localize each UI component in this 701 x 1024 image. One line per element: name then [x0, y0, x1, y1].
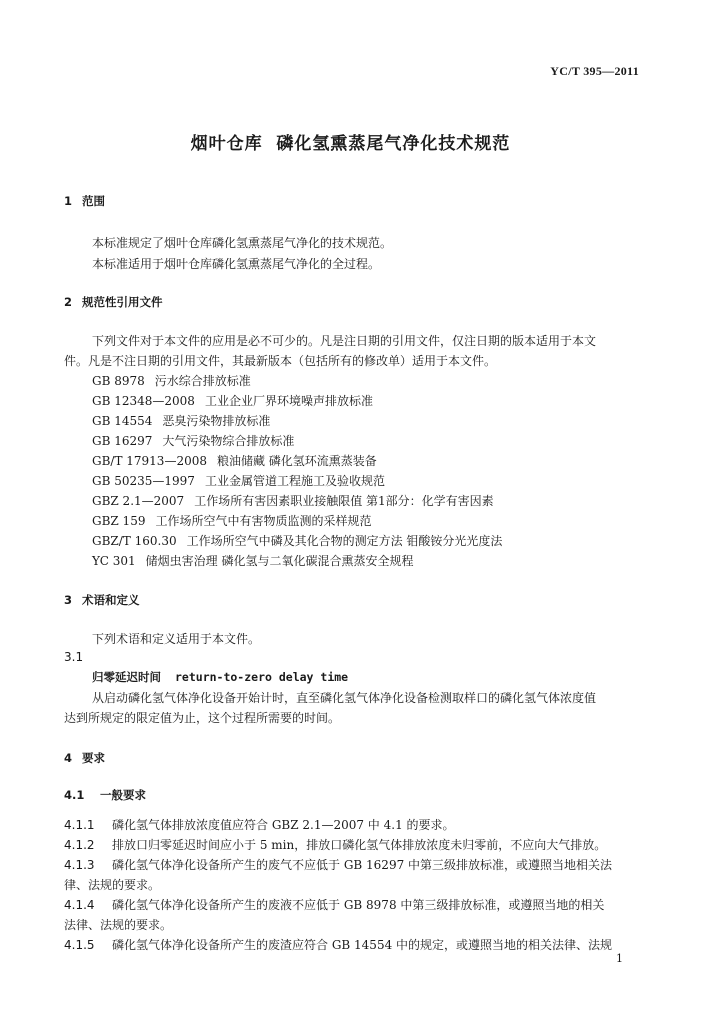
reference-title: 工作场所空气中有害物质监测的采样规范 [155, 514, 372, 528]
reference-title: 储烟虫害治理 磷化氢与二氧化碳混合熏蒸安全规程 [145, 554, 414, 568]
requirement-number: 4.1.3 [64, 858, 95, 872]
term-number: 3.1 [64, 650, 84, 664]
reference-item [92, 492, 494, 509]
reference-item [92, 512, 371, 529]
term-definition-line-1: 从启动磷化氢气体净化设备开始计时，直至磷化氢气体净化设备检测取样口的磷化氢气体浓度值 [92, 691, 597, 705]
requirement-text: 磷化氢气体净化设备所产生的废渣应符合 GB 14554 中的规定，或遵照当地的相关法律、法规 [112, 938, 613, 952]
reference-code: GBZ 2.1—2007 [92, 494, 185, 508]
reference-code: GB 8978 [92, 374, 145, 388]
section-2-intro-line-1: 下列文件对于本文件的应用是必不可少的。凡是注日期的引用文件，仅注日期的版本适用于本文 [92, 334, 597, 348]
document-title: 烟叶仓库 磷化氢熏蒸尾气净化技术规范 [190, 134, 511, 154]
reference-title: 工作场所有害因素职业接触限值 第1部分：化学有害因素 [194, 494, 494, 508]
reference-item [92, 412, 270, 429]
reference-code: YC 301 [92, 554, 136, 568]
requirement-continuation: 律、法规的要求。 [64, 878, 161, 892]
requirement-text: 磷化氢气体净化设备所产生的废气不应低于 GB 16297 中第三级排放标准，或遵照当地相关法 [112, 858, 613, 872]
section-title: 范围 [82, 194, 105, 208]
reference-item [92, 432, 294, 449]
reference-item [92, 452, 377, 469]
section-2-intro-line-2: 件。凡是不注日期的引用文件，其最新版本（包括所有的修改单）适用于本文件。 [64, 354, 497, 368]
requirement-item [64, 836, 606, 853]
reference-item [92, 532, 502, 549]
reference-code: GB/T 17913—2008 [92, 454, 207, 468]
section-title: 要求 [82, 751, 105, 765]
reference-code: GBZ 159 [92, 514, 146, 528]
reference-title: 工业金属管道工程施工及验收规范 [204, 474, 385, 488]
section-number: 2 [64, 295, 73, 309]
subsection-title: 一般要求 [100, 788, 146, 802]
section-1-paragraph-1: 本标准规定了烟叶仓库磷化氢熏蒸尾气净化的技术规范。 [92, 236, 393, 250]
requirement-item [64, 896, 604, 913]
reference-code: GB 14554 [92, 414, 153, 428]
reference-code: GBZ/T 160.30 [92, 534, 177, 548]
term-heading [92, 669, 348, 685]
reference-title: 恶臭污染物排放标准 [162, 414, 271, 428]
term-chinese: 归零延迟时间 [92, 670, 161, 684]
term-definition-line-2: 达到所规定的限定值为止，这个过程所需要的时间。 [64, 711, 341, 725]
reference-item [92, 392, 373, 409]
section-4-heading [64, 750, 105, 766]
subsection-4-1-heading [64, 787, 146, 803]
requirement-item [64, 816, 455, 833]
section-number: 1 [64, 194, 73, 208]
subsection-number: 4.1 [64, 788, 85, 802]
section-number: 3 [64, 593, 73, 607]
reference-item [92, 372, 251, 389]
requirement-number: 4.1.5 [64, 938, 95, 952]
requirement-item [64, 856, 612, 873]
document-code: YC/T 395—2011 [550, 64, 639, 78]
section-1-heading [64, 193, 105, 209]
reference-title: 工业企业厂界环境噪声排放标准 [204, 394, 373, 408]
section-3-heading [64, 592, 140, 608]
reference-code: GB 50235—1997 [92, 474, 195, 488]
reference-code: GB 12348—2008 [92, 394, 195, 408]
page-number: 1 [616, 952, 623, 965]
requirement-number: 4.1.2 [64, 838, 95, 852]
section-title: 规范性引用文件 [82, 295, 163, 309]
reference-title: 大气污染物综合排放标准 [162, 434, 295, 448]
requirement-number: 4.1.4 [64, 898, 95, 912]
section-3-intro: 下列术语和定义适用于本文件。 [92, 632, 261, 646]
section-1-paragraph-2: 本标准适用于烟叶仓库磷化氢熏蒸尾气净化的全过程。 [92, 257, 381, 271]
requirement-text: 排放口归零延迟时间应小于 5 min，排放口磷化氢气体排放浓度未归零前，不应向大气排放。 [112, 838, 607, 852]
reference-item [92, 472, 385, 489]
term-english: return-to-zero delay time [175, 670, 349, 684]
reference-item [92, 552, 413, 569]
section-number: 4 [64, 751, 73, 765]
reference-code: GB 16297 [92, 434, 153, 448]
requirement-continuation: 法律、法规的要求。 [64, 918, 173, 932]
reference-title: 工作场所空气中磷及其化合物的测定方法 钼酸铵分光光度法 [186, 534, 503, 548]
section-title: 术语和定义 [82, 593, 140, 607]
section-2-heading [64, 294, 163, 310]
reference-title: 粮油储藏 磷化氢环流熏蒸装备 [216, 454, 377, 468]
reference-title: 污水综合排放标准 [154, 374, 251, 388]
requirement-text: 磷化氢气体净化设备所产生的废液不应低于 GB 8978 中第三级排放标准，或遵照当地的相关 [112, 898, 605, 912]
requirement-number: 4.1.1 [64, 818, 95, 832]
requirement-text: 磷化氢气体排放浓度值应符合 GBZ 2.1—2007 中 4.1 的要求。 [112, 818, 455, 832]
requirement-item [64, 936, 612, 953]
